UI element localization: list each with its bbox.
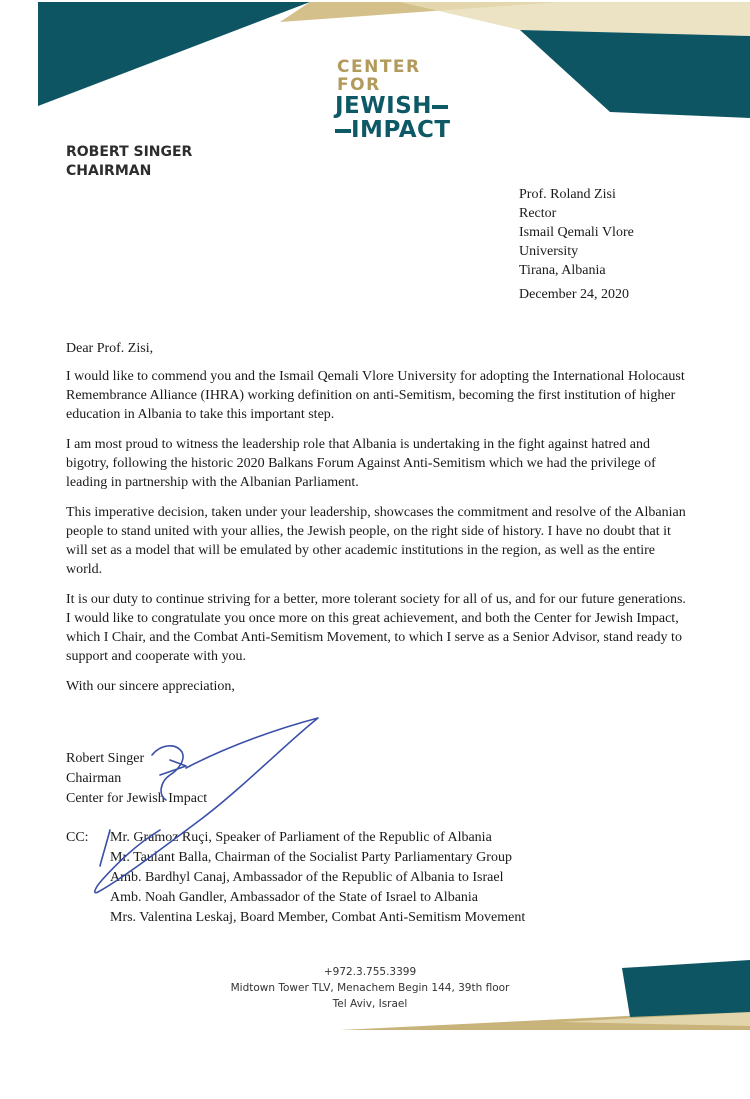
- footer-phone: +972.3.755.3399: [323, 966, 417, 978]
- top-left-teal-shape: [38, 2, 310, 106]
- logo-line-center-for: CENTER FOR: [337, 57, 421, 95]
- paragraph: I would like to commend you and the Ismail Qemali Vlore University for adopting the International Holocaust Remembrance Alliance (IHRA) working definition on anti-Semitism, becoming the first institution of higher education in Albania to take this important step.: [66, 369, 685, 422]
- cc-recipients: [110, 828, 525, 928]
- cc-recipient: Mrs. Valentina Leskaj, Board Member, Combat Anti-Semitism Movement: [110, 910, 526, 925]
- recipient-line: Prof. Roland Zisi: [519, 187, 616, 202]
- recipient-line: University: [519, 244, 579, 259]
- bottom-right-teal-shape: [622, 960, 750, 1017]
- recipient-line: Tirana, Albania: [519, 263, 606, 278]
- logo-line-impact: IMPACT: [335, 119, 465, 141]
- paragraph: I am most proud to witness the leadership role that Albania is undertaking in the fight against hatred and bigotry, following the historic 2020 Balkans Forum Against Anti-Semitism which we had the privilege of leading in partnership with the Albanian Parliament.: [66, 437, 656, 490]
- cc-recipient: Mr. Taulant Balla, Chairman of the Socialist Party Parliamentary Group: [110, 850, 512, 865]
- logo-bar: [335, 129, 351, 133]
- signature-title: Chairman: [66, 771, 122, 786]
- footer-city: Tel Aviv, Israel: [332, 998, 408, 1010]
- sender-title: CHAIRMAN: [66, 163, 152, 179]
- paragraph: It is our duty to continue striving for a better, more tolerant society for all of us, and for our future generations. I would like to congratulate you once more on this great achievement, and both the Center for Jewish Impact, which I Chair, and the Combat Anti-Semitism Movement, to which I serve as a Senior Advisor, stand ready to support and cooperate with you.: [66, 592, 686, 664]
- footer-address: Midtown Tower TLV, Menachem Begin 144, 39th floor: [230, 982, 510, 994]
- recipient-line: Ismail Qemali Vlore: [519, 225, 634, 240]
- top-right-gold-shape: [400, 2, 750, 36]
- top-right-teal-shape: [520, 30, 750, 118]
- logo-line-jewish: JEWISH: [335, 94, 465, 119]
- cc-label: CC:: [66, 830, 89, 845]
- signature-name: Robert Singer: [66, 751, 145, 766]
- signature-organization: Center for Jewish Impact: [66, 791, 208, 806]
- cc-recipient: Amb. Bardhyl Canaj, Ambassador of the Republic of Albania to Israel: [110, 870, 504, 885]
- center-for-jewish-impact-logo: [335, 58, 465, 141]
- recipient-line: Rector: [519, 206, 557, 221]
- footer-contact: [220, 964, 520, 1012]
- sender-block: [66, 143, 192, 181]
- letter-body: [66, 339, 686, 707]
- paragraph: This imperative decision, taken under your leadership, showcases the commitment and resolve of the Albanian people to stand united with your allies, the Jewish people, on the right side of history. I have no doubt that it will set as a model that will be emulated by other academic institutions in the region, as well as the entire world.: [66, 505, 686, 577]
- signature-block: [66, 749, 207, 809]
- closing: With our sincere appreciation,: [66, 679, 235, 694]
- cc-recipient: Amb. Noah Gandler, Ambassador of the State of Israel to Albania: [110, 890, 479, 905]
- letter-date: December 24, 2020: [519, 287, 630, 302]
- greeting: Dear Prof. Zisi,: [66, 341, 154, 356]
- sender-name: ROBERT SINGER: [66, 144, 193, 160]
- logo-bar: [432, 105, 448, 109]
- cc-recipient: Mr. Gramoz Ruçi, Speaker of Parliament of the Republic of Albania: [110, 830, 492, 845]
- recipient-address: [519, 185, 634, 280]
